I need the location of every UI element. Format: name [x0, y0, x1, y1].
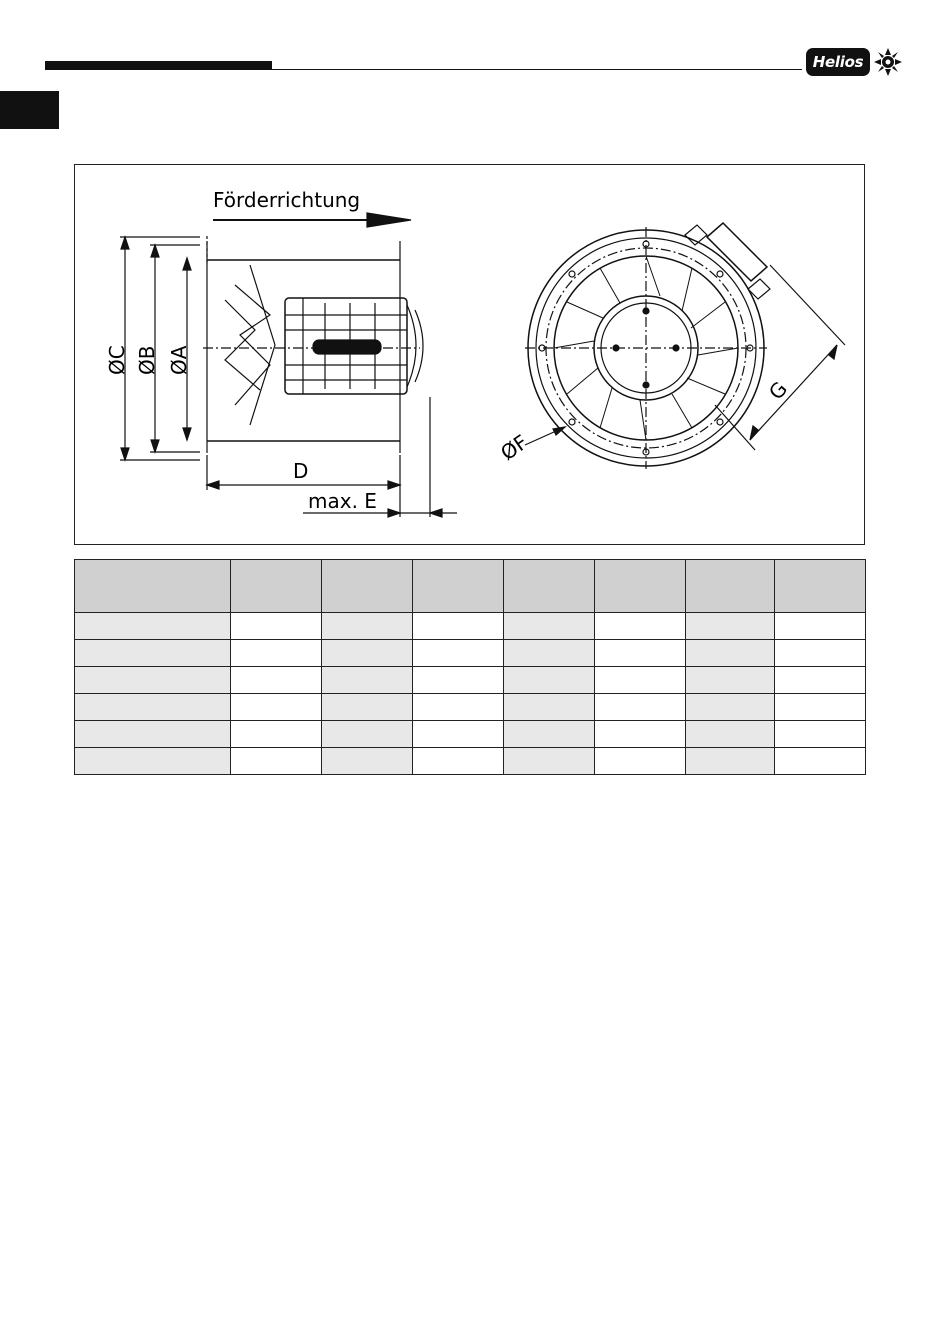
dim-b-label: ØB [135, 345, 159, 375]
table-cell [686, 721, 775, 748]
table-cell [413, 721, 504, 748]
dim-e-label: max. E [308, 489, 377, 513]
table-cell [595, 613, 686, 640]
table-cell [686, 667, 775, 694]
table-cell [775, 640, 866, 667]
dim-a-label: ØA [167, 345, 191, 375]
table-header-cell [322, 560, 413, 613]
table-row [75, 613, 866, 640]
table-cell [595, 667, 686, 694]
table-cell [75, 721, 231, 748]
table-row [75, 721, 866, 748]
table-cell [231, 667, 322, 694]
table-cell [322, 640, 413, 667]
table-cell [595, 640, 686, 667]
table-cell [322, 748, 413, 775]
table-cell [413, 640, 504, 667]
direction-arrow-icon [367, 213, 411, 227]
table-cell [413, 748, 504, 775]
table-cell [504, 721, 595, 748]
table-cell [595, 694, 686, 721]
dimension-drawing [74, 164, 865, 545]
table-row [75, 694, 866, 721]
table-row [75, 748, 866, 775]
table-cell [231, 613, 322, 640]
table-cell [413, 613, 504, 640]
dim-c-label: ØC [105, 345, 129, 375]
table-row [75, 667, 866, 694]
table-cell [775, 667, 866, 694]
logo-wordmark: Helios [812, 53, 864, 71]
table-header-cell [595, 560, 686, 613]
table-cell [75, 640, 231, 667]
table-cell [504, 613, 595, 640]
table-cell [231, 694, 322, 721]
table-cell [595, 721, 686, 748]
table-cell [75, 667, 231, 694]
table-cell [504, 640, 595, 667]
table-cell [75, 748, 231, 775]
fan-logo-icon [872, 46, 904, 78]
table-header-cell [231, 560, 322, 613]
table-cell [322, 721, 413, 748]
table-cell [504, 667, 595, 694]
table-cell [504, 694, 595, 721]
header-rule-thin [272, 69, 802, 70]
table-cell [504, 748, 595, 775]
table-cell [231, 721, 322, 748]
header-rule-thick [45, 61, 272, 70]
table-cell [775, 694, 866, 721]
fan-drawing-svg [75, 165, 864, 544]
table-cell [775, 721, 866, 748]
dim-f-label: ØF [496, 429, 533, 466]
table-cell [322, 694, 413, 721]
table-cell [775, 748, 866, 775]
table-cell [686, 640, 775, 667]
table-cell [775, 613, 866, 640]
helios-logo [806, 46, 904, 78]
table-cell [322, 613, 413, 640]
table-cell [686, 694, 775, 721]
table-cell [75, 613, 231, 640]
section-tab-marker [0, 91, 59, 129]
table-cell [413, 694, 504, 721]
direction-label: Förderrichtung [213, 188, 361, 212]
dim-d-label: D [293, 459, 309, 483]
table-header-cell [504, 560, 595, 613]
dimension-table [74, 559, 865, 775]
table-cell [686, 613, 775, 640]
table-cell [231, 640, 322, 667]
dim-g-label: G [763, 376, 793, 405]
table-header-cell [775, 560, 866, 613]
table-header-cell [413, 560, 504, 613]
table-cell [413, 667, 504, 694]
table-cell [322, 667, 413, 694]
table-cell [686, 748, 775, 775]
table-header-cell [686, 560, 775, 613]
table-header-row [75, 560, 866, 613]
table-header-cell [75, 560, 231, 613]
table-cell [75, 694, 231, 721]
table-row [75, 640, 866, 667]
table-cell [231, 748, 322, 775]
table-cell [595, 748, 686, 775]
